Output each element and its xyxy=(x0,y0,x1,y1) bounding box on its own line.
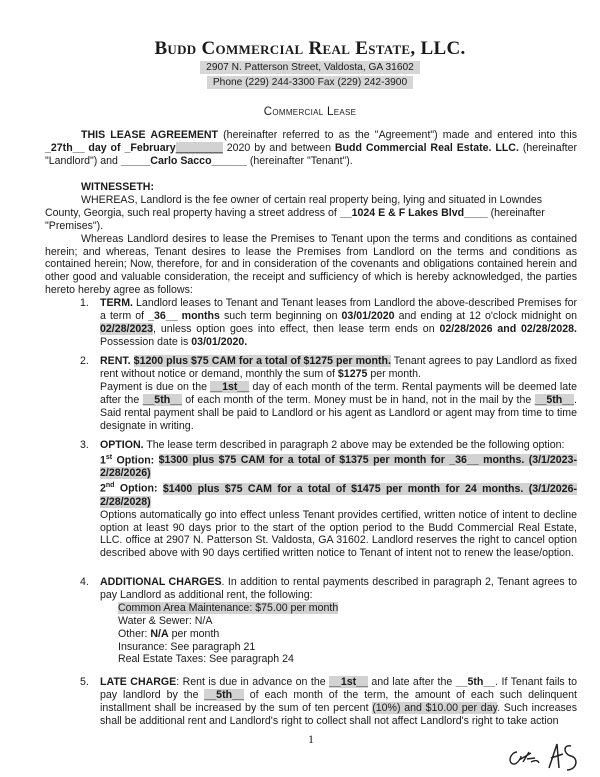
paragraph xyxy=(100,576,577,602)
company-address xyxy=(0,62,600,73)
text-segment: _27th__ day of _February xyxy=(45,141,176,154)
paragraph xyxy=(100,602,577,615)
filled-value: Common Area Maintenance: $75.00 per month xyxy=(118,601,339,614)
text-segment: _36__ months xyxy=(148,309,220,322)
paragraph xyxy=(45,233,577,298)
text-segment: (hereinafter "Premises"). xyxy=(45,206,545,232)
text-segment: WHEREAS, Landlord is the fee owner of certain real property being, lying and situated in Lowndes County, Georgia, such real property having a street address of xyxy=(45,193,543,219)
text-segment: WITNESSETH: xyxy=(81,181,154,193)
paragraph xyxy=(45,129,577,168)
paragraph xyxy=(100,641,577,654)
address-text: 2907 N. Patterson Street, Valdosta, GA 31602 xyxy=(200,61,420,74)
text-segment: Possession date is xyxy=(100,335,192,348)
paragraph xyxy=(100,480,577,508)
text-segment: LATE CHARGE xyxy=(100,676,177,688)
paragraph xyxy=(100,439,577,452)
text-segment: day of each month of the term. Rental payments will be deemed late after the xyxy=(100,380,578,406)
clause-number: 1. xyxy=(80,297,89,309)
clause-option xyxy=(80,439,577,560)
witnesseth-section xyxy=(45,181,577,297)
filled-value: ________ xyxy=(175,141,223,154)
clause-late-charge xyxy=(80,676,578,728)
text-segment: Whereas Landlord desires to lease the Premises to Tenant upon the terms and conditions as contained herein; and whereas, Tenant desires to lease the Premises from Landlord on the terms and conditions as contained herein; Now, therefore, for and in consideration of the covenants and obligations contained herein and other good and valuable consideration, the receipt and sufficiency of which is hereby acknowledged, the parties hereto hereby agree as follows: xyxy=(45,232,577,297)
text-segment: . If Tenant fails to pay landlord by the xyxy=(100,676,577,701)
text-segment: RENT. xyxy=(100,355,134,367)
text-segment: Insurance: See paragraph 21 xyxy=(118,640,256,653)
paragraph xyxy=(100,676,577,728)
paragraph xyxy=(100,509,577,561)
text-segment: Option: xyxy=(114,482,163,495)
text-segment: Budd Commercial Real Estate. LLC. xyxy=(334,141,519,154)
paragraph xyxy=(100,297,577,349)
text-segment: N/A xyxy=(150,627,169,640)
handwritten-initials-signature xyxy=(505,738,585,774)
text-segment: of each month of the term. Money must be in hand, not in the mail by the xyxy=(181,393,535,406)
filled-value: 02/28/2023 xyxy=(100,322,154,335)
text-segment: 2020 by and between xyxy=(222,141,335,154)
paragraph xyxy=(45,181,577,194)
text-segment: THIS LEASE AGREEMENT xyxy=(81,129,219,141)
filled-value: __1st__ xyxy=(210,380,250,393)
filled-value: __5th__ xyxy=(204,688,244,701)
text-segment: (hereinafter "Tenant"). xyxy=(246,154,353,167)
text-segment: nd xyxy=(105,482,115,490)
clause-number: 3. xyxy=(80,439,89,451)
text-segment: Real Estate Taxes: See paragraph 24 xyxy=(118,653,294,666)
text-segment: such term beginning on xyxy=(219,309,342,322)
paragraph xyxy=(45,194,577,233)
paragraph xyxy=(100,355,577,381)
text-segment: Water & Sewer: N/A xyxy=(118,614,213,627)
text-segment: ADDITIONAL CHARGES xyxy=(100,576,222,588)
paragraph xyxy=(100,381,577,433)
filled-value: $1200 plus $75 CAM for a total of $1275 per month. xyxy=(133,355,391,367)
text-segment: TERM. xyxy=(100,297,133,309)
text-segment: . In addition to rental payments described in paragraph 2, Tenant agrees to pay Landlord as additional rent, the following: xyxy=(100,576,577,601)
filled-value: $1300 plus $75 CAM for a total of $1375 per month for _36__ months. (3/1/2023-2/28/2026) xyxy=(100,454,577,480)
paragraph xyxy=(100,628,577,641)
clause-number: 4. xyxy=(80,576,89,588)
company-phone xyxy=(0,77,600,88)
filled-value: (10%) and $10.00 per day xyxy=(372,701,498,714)
text-segment: 1 xyxy=(100,454,106,467)
clause-rent xyxy=(80,355,578,432)
text-segment: . Such increases shall be additional rent and Landlord's right to collect shall not affect Landlord's right to take action xyxy=(100,701,577,727)
text-segment: 03/01/2020 xyxy=(341,309,395,322)
text-segment: : Rent is due in advance on the xyxy=(176,676,330,688)
text-segment: Option: xyxy=(112,454,159,467)
text-segment: of each month of the term, the amount of each such delinquent installment shall be increased by the sum of ten percent xyxy=(100,688,578,714)
text-segment: $1275 xyxy=(337,367,368,380)
text-segment: , unless option goes into effect, then lease term ends on xyxy=(153,322,440,335)
text-segment: (hereinafter "Landlord") and xyxy=(45,141,577,167)
paragraph xyxy=(100,653,577,666)
text-segment: _____Carlo Sacco______ xyxy=(120,154,247,167)
text-segment: OPTION. xyxy=(100,439,144,451)
intro-paragraph xyxy=(45,129,577,168)
filled-value: __5th__ xyxy=(142,393,182,406)
text-segment: Landlord leases to Tenant and Tenant leases from Landlord the above-described Premises for a term of xyxy=(100,297,577,322)
text-segment: per month xyxy=(168,627,220,640)
paragraph xyxy=(100,615,577,628)
text-segment: (hereinafter referred to as the "Agreement") made and entered into this xyxy=(218,129,577,141)
text-segment: Options automatically go into effect unless Tenant provides certified, written notice of intent to decline option at least 90 days prior to the start of the option period to the Budd Commercial Real Estate, LLC. office at 2907 N. Patterson St. Valdosta, GA 31602. Landlord reserves the right to cancel option described above with 90 days certified written notice to Tenant of intent not to renew the lease/option. xyxy=(100,508,577,560)
text-segment: . Said rental payment shall be paid to Landlord or his agent as Landlord or agent may from time to time designate in writing. xyxy=(100,393,577,432)
filled-value: __1st__ xyxy=(329,676,368,688)
text-segment: and ending at 12 o'clock midnight on xyxy=(394,309,578,322)
text-segment: __1024 E & F Lakes Blvd____ xyxy=(339,206,488,219)
text-segment: per month. xyxy=(367,367,421,380)
text-segment: st xyxy=(105,453,113,461)
text-segment: 2 xyxy=(100,482,106,495)
text-segment: 03/01/2020. xyxy=(191,335,248,348)
document-title: Commercial Lease xyxy=(263,106,357,118)
page-number: 1 xyxy=(308,732,314,746)
text-segment: __5th__ xyxy=(455,676,496,688)
text-segment: Tenant agrees to pay Landlord as fixed rent without notice or demand, monthly the sum of xyxy=(100,355,577,380)
text-segment: The lease term described in paragraph 2 above may be extended be the following option: xyxy=(143,439,565,451)
clause-additional-charges xyxy=(80,576,577,666)
clause-number: 5. xyxy=(80,676,89,688)
clause-number: 2. xyxy=(80,355,89,367)
filled-value: $1400 plus $75 CAM for a total of $1475 per month for 24 months. (3/1/2026-2/28/2028) xyxy=(100,482,577,508)
text-segment: Other: xyxy=(118,627,151,640)
paragraph xyxy=(100,452,577,480)
clause-term xyxy=(80,297,578,349)
text-segment: 02/28/2026 and 02/28/2028. xyxy=(439,322,577,335)
company-name: Budd Commercial Real Estate, LLC. xyxy=(154,38,466,59)
text-segment: and late after the xyxy=(367,676,456,688)
text-segment: Payment is due on the xyxy=(100,380,211,393)
filled-value: __5th__ xyxy=(534,393,575,406)
phone-text: Phone (229) 244-3300 Fax (229) 242-3900 xyxy=(207,76,413,89)
